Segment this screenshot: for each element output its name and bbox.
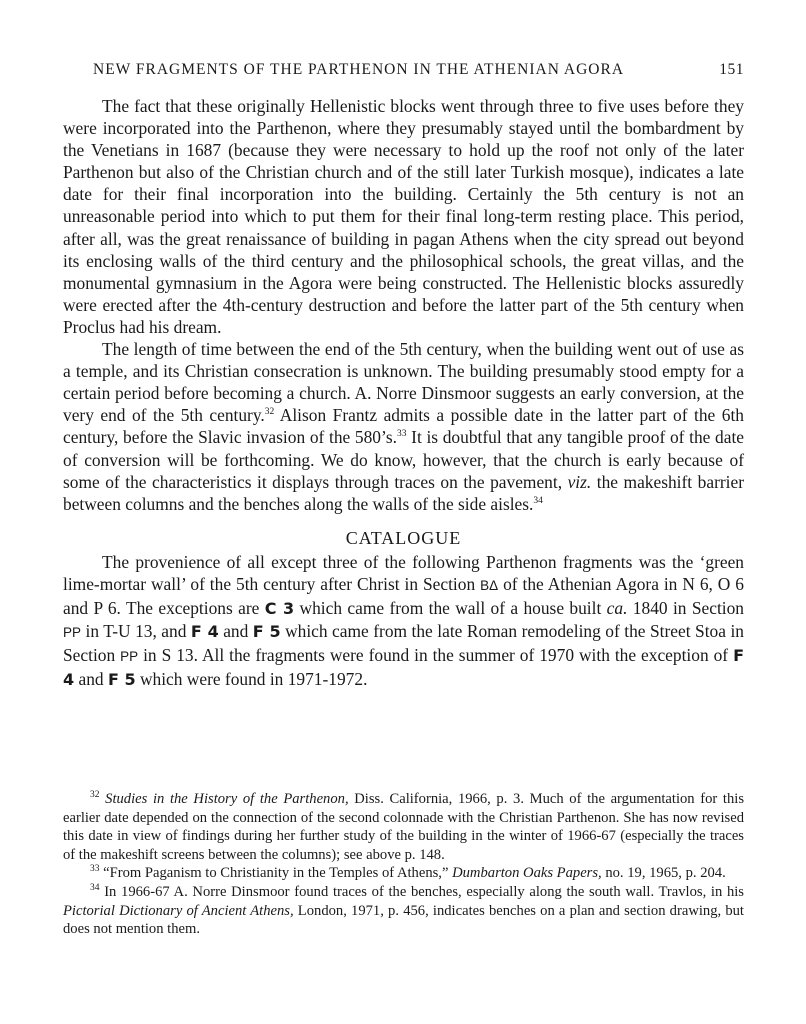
footnote-34-number: 34 <box>90 883 100 894</box>
footnote-ref-33[interactable]: 33 <box>396 429 407 440</box>
paragraph-2-text-2: Alison Frantz admits a possible date in the latter part of the 6th century, before the Slavic invasion of the 580’s. <box>63 405 744 448</box>
paragraph-1: The fact that these originally Hellenistic blocks went through three to five uses before they were incorporated into the Parthenon, where they presumably stayed until the bombardment by the Venetians in 1687 (because they were necessary to hold up the roof not only of the later Parthenon but also of the Christian church and of the still later Turkish mosque), indicates a late date for their final incorporation into the building. Certainly the 5th century is not an unreasonable period into which to put them for their final long-term resting place. This period, after all, was the great renaissance of building in pagan Athens when the city spread out beyond its enclosing walls of the third century and the philosophical schools, the great villas, and the monumental gymnasium in the Agora were being constructed. The Hellenistic blocks assuredly were erected after the 4th-century destruction and before the latter part of the 5th century when Proclus had his dream. <box>63 96 744 337</box>
section-heading: CATALOGUE <box>345 527 462 548</box>
section-pp-1: PP <box>63 625 82 641</box>
footnote-34-book: Pictorial Dictionary of Ancient Athens, <box>63 902 294 919</box>
footnote-ref-32[interactable]: 32 <box>264 407 275 418</box>
paragraph-3-text-10: which were found in 1971-1972. <box>135 669 368 690</box>
paragraph-3-text-8: in S 13. All the fragments were found in the summer of 1970 with the exception of <box>138 645 734 666</box>
footnote-33 <box>63 864 744 883</box>
paragraph-3-text-4: 1840 in Section <box>627 598 745 619</box>
paragraph-3-text-6: and <box>218 621 253 642</box>
section-pp-2: PP <box>120 649 139 665</box>
paragraph-3-text-1: The provenience of all except three of the following Parthenon fragments was the ‘green lime-mortar wall’ of the 5th century after Christ in Section <box>63 551 744 594</box>
footnote-ref-34[interactable]: 34 <box>533 495 543 506</box>
footnote-32 <box>63 790 744 864</box>
footnote-32-text: Diss. California, 1966, p. 3. Much of the argumentation for this earlier date depended on the connection of the second colonnade with the Christian Parthenon. She has now revised this date in view of findings during her further study of the building in the winter of 1966-67 (especially the traces of the makeshift screens between the columns); see above p. 148. <box>63 791 745 863</box>
paragraph-3-text-3: which came from the wall of a house built <box>294 598 607 619</box>
footnote-34 <box>63 883 744 939</box>
running-title: NEW FRAGMENTS OF THE PARTHENON IN THE ATHENIAN AGORA <box>93 61 625 78</box>
footnotes <box>63 790 744 939</box>
paragraph-2-text-4: the makeshift barrier between columns and the benches along the walls of the side aisles. <box>63 471 744 514</box>
footnote-34-text-1: In 1966-67 A. Norre Dinsmoor found traces of the benches, especially along the south wall. Travlos, in his <box>104 883 744 900</box>
fragment-f5-1: F 5 <box>252 622 281 642</box>
paragraph-3-text-5: in T-U 13, and <box>81 621 191 642</box>
fragment-f5-2: F 5 <box>107 670 136 690</box>
fragment-f4-2: F 4 <box>63 646 744 690</box>
paragraph-2-text-1: The length of time between the end of the 5th century, when the building went out of use as a temple, and its Christian consecration is unknown. The building presumably stood empty for a certain period before becoming a church. A. Norre Dinsmoor suggests an early conversion, at the very end of the 5th century. <box>63 339 744 426</box>
footnote-33-number: 33 <box>90 864 100 875</box>
footnote-34-text-2: London, 1971, p. 456, indicates benches on a plan and section drawing, but does not mention them. <box>63 902 744 938</box>
paragraph-3-text-7: which came from the late Roman remodeling of the Street Stoa in Section <box>63 621 744 666</box>
footnote-33-journal: Dumbarton Oaks Papers, <box>452 865 602 882</box>
paragraph-2 <box>63 338 744 515</box>
fragment-c3: C 3 <box>264 599 295 619</box>
section-bd: BΔ <box>480 577 499 593</box>
viz-italic: viz. <box>567 471 592 492</box>
page-number: 151 <box>719 61 744 78</box>
paragraph-3 <box>63 551 744 692</box>
paragraph-3-text-2: of the Athenian Agora in N 6, O 6 and P 6. The exceptions are <box>63 573 745 619</box>
paragraph-2-text-3: It is doubtful that any tangible proof of the date of conversion will be forthcoming. We do know, however, that the church is early because of some of the characteristics it displays through traces on the pavement, <box>63 427 745 492</box>
ca-italic: ca. <box>606 598 628 619</box>
footnote-33-text: no. 19, 1965, p. 204. <box>601 865 726 882</box>
footnote-32-number: 32 <box>90 790 100 801</box>
fragment-f4-1: F 4 <box>190 622 219 642</box>
main-text <box>63 95 744 691</box>
footnote-32-title: Studies in the History of the Parthenon, <box>105 791 349 807</box>
footnote-33-quote: “From Paganism to Christianity in the Temples of Athens,” <box>103 865 453 882</box>
paragraph-3-text-9: and <box>74 669 108 690</box>
